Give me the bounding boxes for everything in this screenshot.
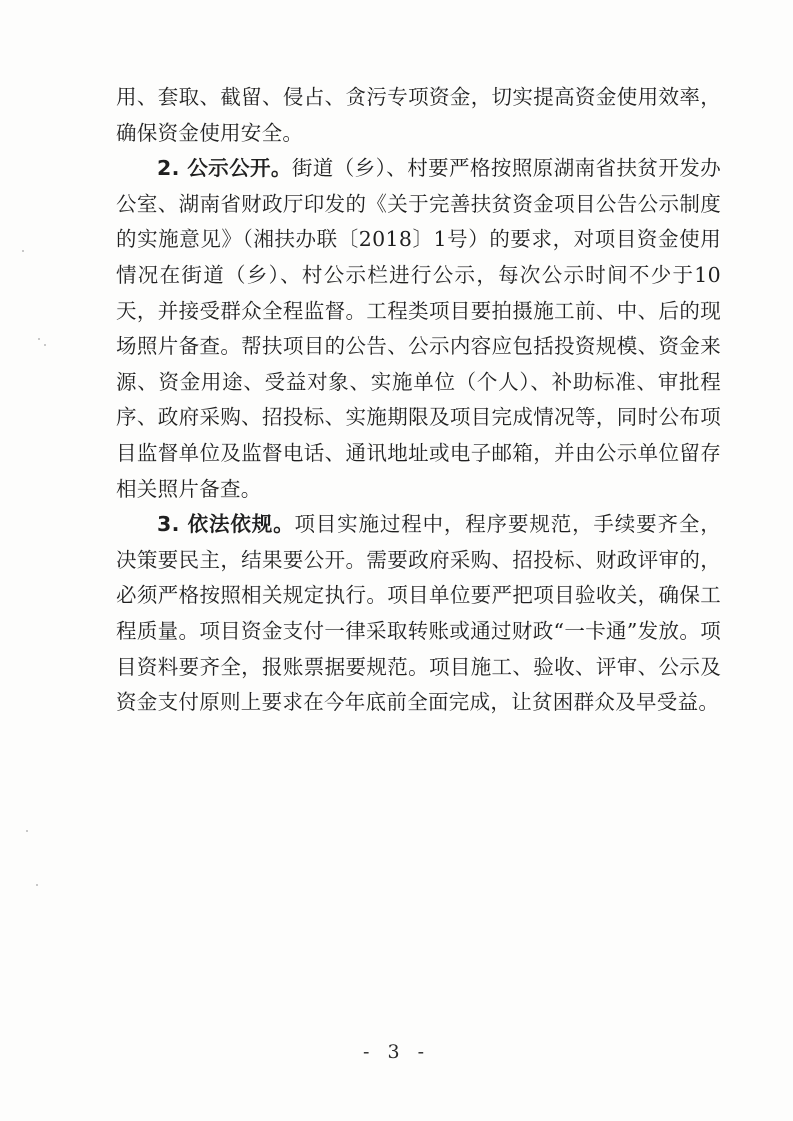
paragraph-public-disclosure [116, 151, 721, 507]
scan-speck [26, 830, 28, 832]
paragraph-text: 街道（乡）、村要严格按照原湖南省扶贫开发办公室、湖南省财政厅印发的《关于完善扶贫资金项目公告公示制度的实施意见》（湘扶办联〔2018〕1号）的要求，对项目资金使用情况在街道（乡）、村公示栏进行公示，每次公示时间不少于10天，并接受群众全程监督。工程类项目要拍摄施工前、中、后的现场照片备查。帮扶项目的公告、公示内容应包括投资规模、资金来源、资金用途、受益对象、实施单位（个人）、补助标准、审批程序、政府采购、招投标、实施期限及项目完成情况等，同时公布项目监督单位及监督电话、通讯地址或电子邮箱，并由公示单位留存相关照片备查。 [116, 156, 721, 501]
paragraph-compliance [116, 507, 721, 721]
scan-speck [36, 884, 38, 886]
scan-speck [22, 250, 24, 252]
scan-speck [44, 344, 46, 346]
paragraph-continuation [116, 80, 721, 151]
paragraph-text: 项目实施过程中，程序要规范，手续要齐全，决策要民主，结果要公开。需要政府采购、招投标、财政评审的，必须严格按照相关规定执行。项目单位要严把项目验收关，确保工程质量。项目资金支付一律采取转账或通过财政“一卡通”发放。项目资料要齐全，报账票据要规范。项目施工、验收、评审、公示及资金支付原则上要求在今年底前全面完成，让贫困群众及早受益。 [116, 512, 722, 715]
paragraph-heading: 3. 依法依规。 [157, 512, 295, 537]
page-number: - 3 - [362, 1041, 430, 1063]
document-body [116, 80, 721, 721]
scan-speck [38, 338, 40, 340]
paragraph-text: 用、套取、截留、侵占、贪污专项资金，切实提高资金使用效率，确保资金使用安全。 [116, 85, 721, 145]
paragraph-heading: 2. 公示公开。 [157, 156, 292, 181]
